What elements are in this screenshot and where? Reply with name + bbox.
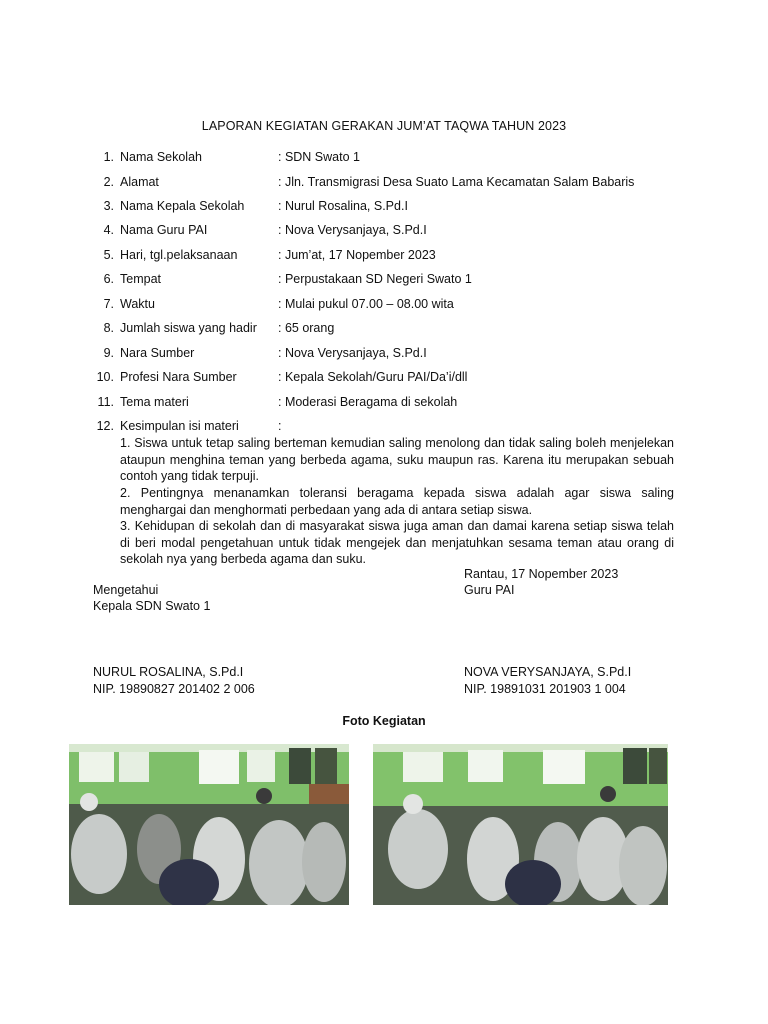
field-label: Nama Kepala Sekolah bbox=[120, 199, 245, 213]
field-label: Waktu bbox=[120, 297, 155, 311]
acknowledged-label: Mengetahui bbox=[93, 583, 159, 597]
field-number: 12. bbox=[96, 419, 114, 433]
field-value: : Mulai pukul 07.00 – 08.00 wita bbox=[278, 297, 454, 311]
photos-title: Foto Kegiatan bbox=[342, 714, 426, 728]
report-title: LAPORAN KEGIATAN GERAKAN JUM’AT TAQWA TAHUN 2023 bbox=[201, 119, 567, 133]
principal-name: NURUL ROSALINA, S.Pd.I bbox=[93, 665, 244, 679]
field-number: 10. bbox=[96, 370, 114, 384]
conclusion-1: 1. Siswa untuk tetap saling berteman kemudian saling menolong dan tidak saling boleh menjelekan ataupun menghina teman yang berbeda agama, suku maupun ras. Karena itu merupakan sebuah contoh yang tidak terpuji. bbox=[120, 436, 674, 483]
field-label: Alamat bbox=[120, 175, 159, 189]
field-value: : bbox=[278, 419, 282, 433]
field-value: : 65 orang bbox=[278, 321, 335, 335]
field-number: 3. bbox=[103, 199, 114, 213]
field-number: 11. bbox=[97, 395, 114, 409]
principal-role: Kepala SDN Swato 1 bbox=[93, 599, 211, 613]
field-label: Tema materi bbox=[120, 395, 189, 409]
field-number: 8. bbox=[103, 321, 114, 335]
field-label: Nara Sumber bbox=[120, 346, 195, 360]
field-label: Tempat bbox=[120, 272, 161, 286]
field-label: Profesi Nara Sumber bbox=[120, 370, 237, 384]
field-value: : Jum’at, 17 Nopember 2023 bbox=[278, 248, 436, 262]
field-value: : Perpustakaan SD Negeri Swato 1 bbox=[278, 272, 472, 286]
conclusion-3: 3. Kehidupan di sekolah dan di masyarakat siswa juga aman dan damai karena setiap siswa telah di beri modal pengetahuan untuk tidak mengejek dan menjatuhkan sesama teman atau orang di sekolah nya yang berbeda agama dan suku. bbox=[120, 519, 674, 566]
activity-photo-2 bbox=[373, 744, 668, 905]
field-label: Nama Sekolah bbox=[120, 150, 202, 164]
activity-photo-1 bbox=[69, 744, 349, 905]
conclusion-2: 2. Pentingnya menanamkan toleransi beragama kepada siswa adalah agar siswa saling menghargai dan menghormati perbedaan yang ada di antara setiap siswa. bbox=[120, 486, 674, 517]
field-value: : Kepala Sekolah/Guru PAI/Da’i/dll bbox=[278, 370, 468, 384]
field-value: : Nova Verysanjaya, S.Pd.I bbox=[278, 346, 427, 360]
field-value: : Jln. Transmigrasi Desa Suato Lama Kecamatan Salam Babaris bbox=[278, 175, 635, 189]
field-value: : SDN Swato 1 bbox=[278, 150, 360, 164]
field-value: : Nova Verysanjaya, S.Pd.I bbox=[278, 223, 427, 237]
teacher-role: Guru PAI bbox=[464, 583, 515, 597]
field-number: 4. bbox=[103, 223, 114, 237]
field-value: : Nurul Rosalina, S.Pd.I bbox=[278, 199, 408, 213]
field-number: 7. bbox=[103, 297, 114, 311]
principal-nip: NIP. 19890827 201402 2 006 bbox=[93, 682, 255, 696]
field-number: 6. bbox=[103, 272, 114, 286]
teacher-name: NOVA VERYSANJAYA, S.Pd.I bbox=[464, 665, 632, 679]
field-label: Jumlah siswa yang hadir bbox=[120, 321, 257, 335]
place-date: Rantau, 17 Nopember 2023 bbox=[464, 567, 619, 581]
field-label: Nama Guru PAI bbox=[120, 223, 208, 237]
field-label: Hari, tgl.pelaksanaan bbox=[120, 248, 238, 262]
field-number: 2. bbox=[103, 175, 114, 189]
field-number: 9. bbox=[103, 346, 114, 360]
field-number: 1. bbox=[103, 150, 114, 164]
teacher-nip: NIP. 19891031 201903 1 004 bbox=[464, 682, 626, 696]
field-label: Kesimpulan isi materi bbox=[120, 419, 239, 433]
field-value: : Moderasi Beragama di sekolah bbox=[278, 395, 458, 409]
field-number: 5. bbox=[103, 248, 114, 262]
